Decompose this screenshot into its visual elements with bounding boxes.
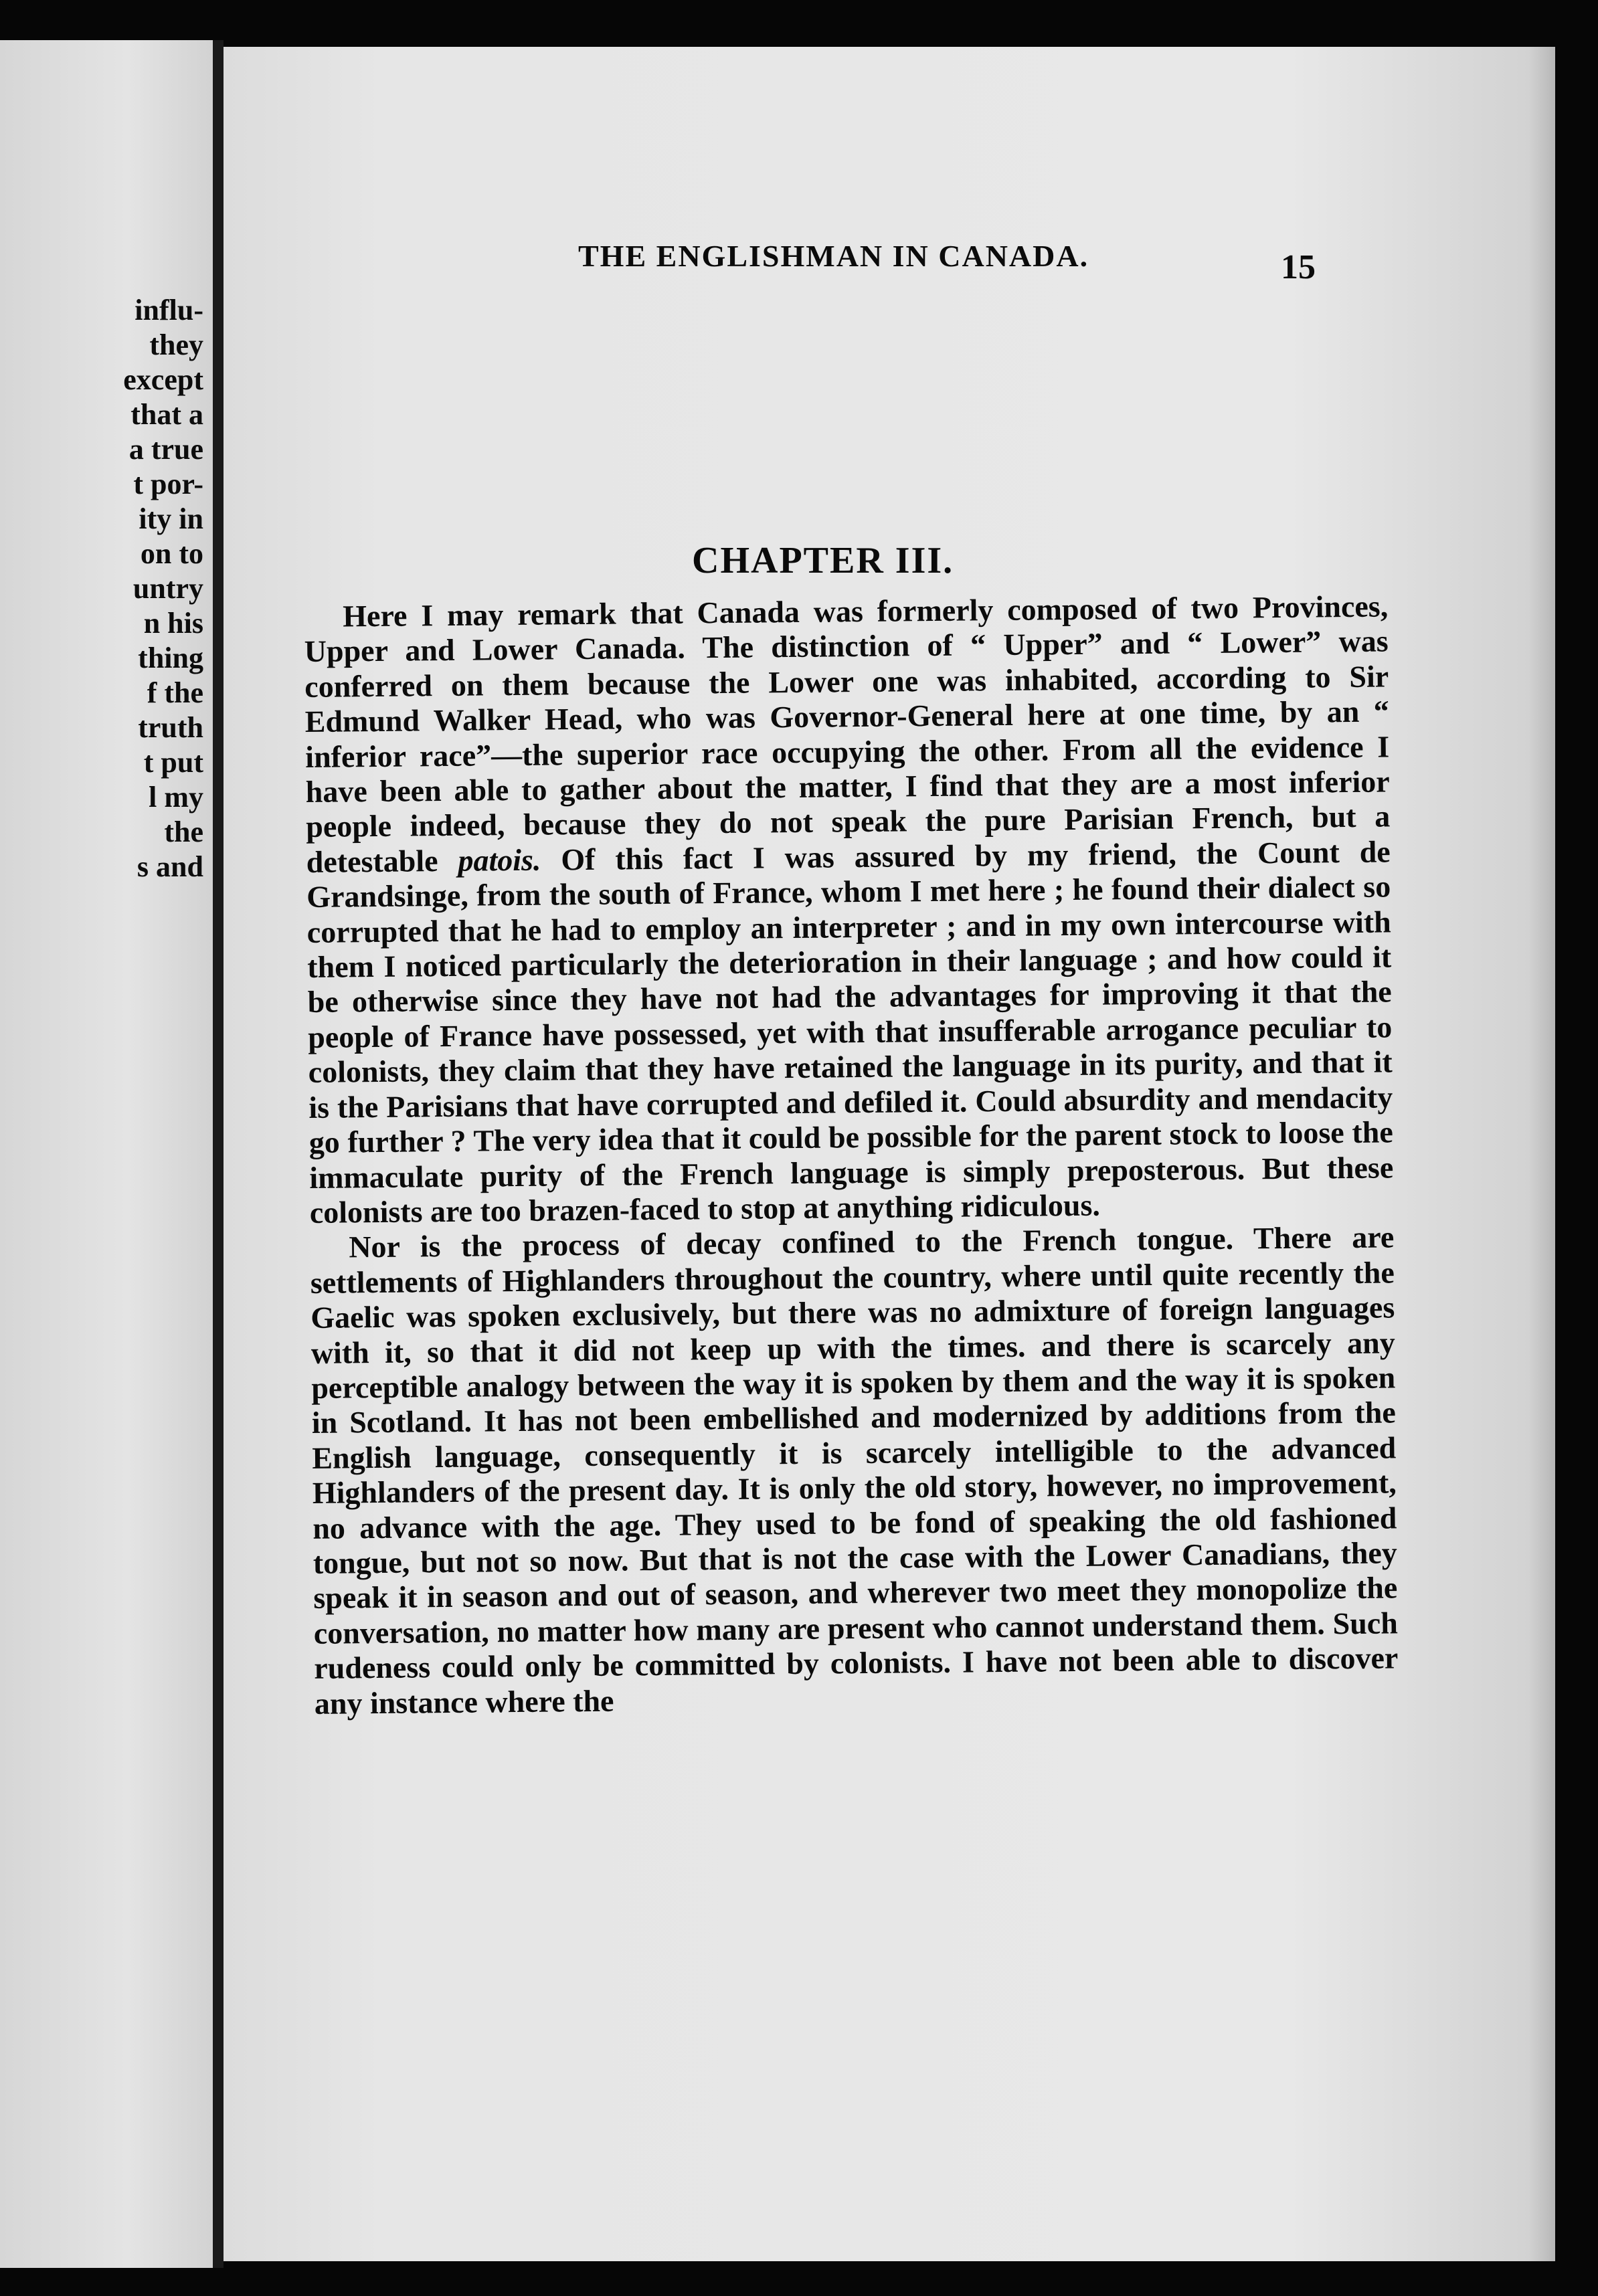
previous-page-line: t put	[143, 746, 203, 779]
previous-page-line: truth	[138, 711, 203, 744]
book-gutter	[213, 40, 224, 2268]
previous-page-line: that a	[130, 398, 203, 431]
previous-page-line: thing	[138, 642, 203, 674]
paragraph-1-text-continued: Of this fact I was assured by my friend, the Count de Grandsinge, from the south of France, whom I met here ; he found their dialect so corrupted that he had to employ an interpreter ; and in my own intercourse with them I noticed particularly the deterioration in their language ; and how could it be otherwise since they have not had the advantages for improving it that the people of France have possessed, yet with that insufferable arrogance peculiar to colonists, they claim that they have retained the language in its purity, and that it is the Parisians that have corrupted and defiled it. Could absurdity and mendacity go further ? The very idea that it could be possible for the parent stock to loose the immaculate purity of the French language is simply preposterous. But these colonists are too brazen-faced to stop at anything ridiculous.	[306, 834, 1394, 1230]
previous-page-line: except	[123, 363, 203, 396]
previous-page-line: on to	[140, 537, 203, 570]
paragraph-1	[304, 589, 1394, 1230]
previous-page-line: a true	[128, 433, 203, 466]
italic-word: patois.	[458, 842, 541, 878]
previous-page-line: ity in	[139, 502, 203, 535]
previous-page-line: l my	[149, 781, 203, 814]
body-text	[304, 589, 1399, 1721]
running-head: THE ENGLISHMAN IN CANADA.	[578, 239, 1089, 273]
previous-page-text	[123, 293, 203, 884]
book-page	[224, 47, 1555, 2261]
previous-page-line: t por-	[133, 468, 203, 500]
previous-page	[0, 40, 213, 2268]
page-number: 15	[1281, 248, 1316, 286]
previous-page-line: they	[149, 328, 203, 361]
chapter-title: CHAPTER III.	[692, 540, 954, 581]
paragraph-2: Nor is the process of decay confined to the French tongue. There are settlements of Highlanders throughout the country, where until quite recently the Gaelic was spoken exclusively, but there was no admixture of foreign languages with it, so that it did not keep up with the times. and there is scarcely any perceptible analogy between the way it is spoken by them and the way it is spoken in Scotland. It has not been embellished and modernized by additions from the English language, consequently it is scarcely intelligible to the advanced Highlanders of the present day. It is only the old story, however, no improvement, no advance with the age. They used to be fond of speaking the old fashioned tongue, but not so now. But that is not the case with the Lower Canadians, they speak it in season and out of season, and wherever two meet they monopolize the conversation, no matter how many are present who cannot understand them. Such rudeness could only be committed by colonists. I have not been able to discover any instance where the	[310, 1220, 1399, 1721]
paragraph-1-text: Here I may remark that Canada was formerly composed of two Provinces, Upper and Lower Canada. The distinction of “ Upper” and “ Lower” was conferred on them because the Lower one was inhabited, according to Sir Edmund Walker Head, who was Governor-General here at one time, by an “ inferior race”—the superior race occupying the other. From all the evidence I have been able to gather about the matter, I find that they are a most inferior people indeed, because they do not speak the pure Parisian French, but a detestable	[304, 589, 1391, 879]
page-edge-shadow	[1528, 47, 1555, 2261]
previous-page-line: the	[164, 816, 203, 848]
previous-page-line: n his	[143, 607, 203, 640]
previous-page-line: influ-	[135, 294, 203, 326]
previous-page-line: f the	[147, 676, 203, 709]
previous-page-line: untry	[132, 572, 203, 605]
previous-page-line: s and	[137, 850, 203, 883]
